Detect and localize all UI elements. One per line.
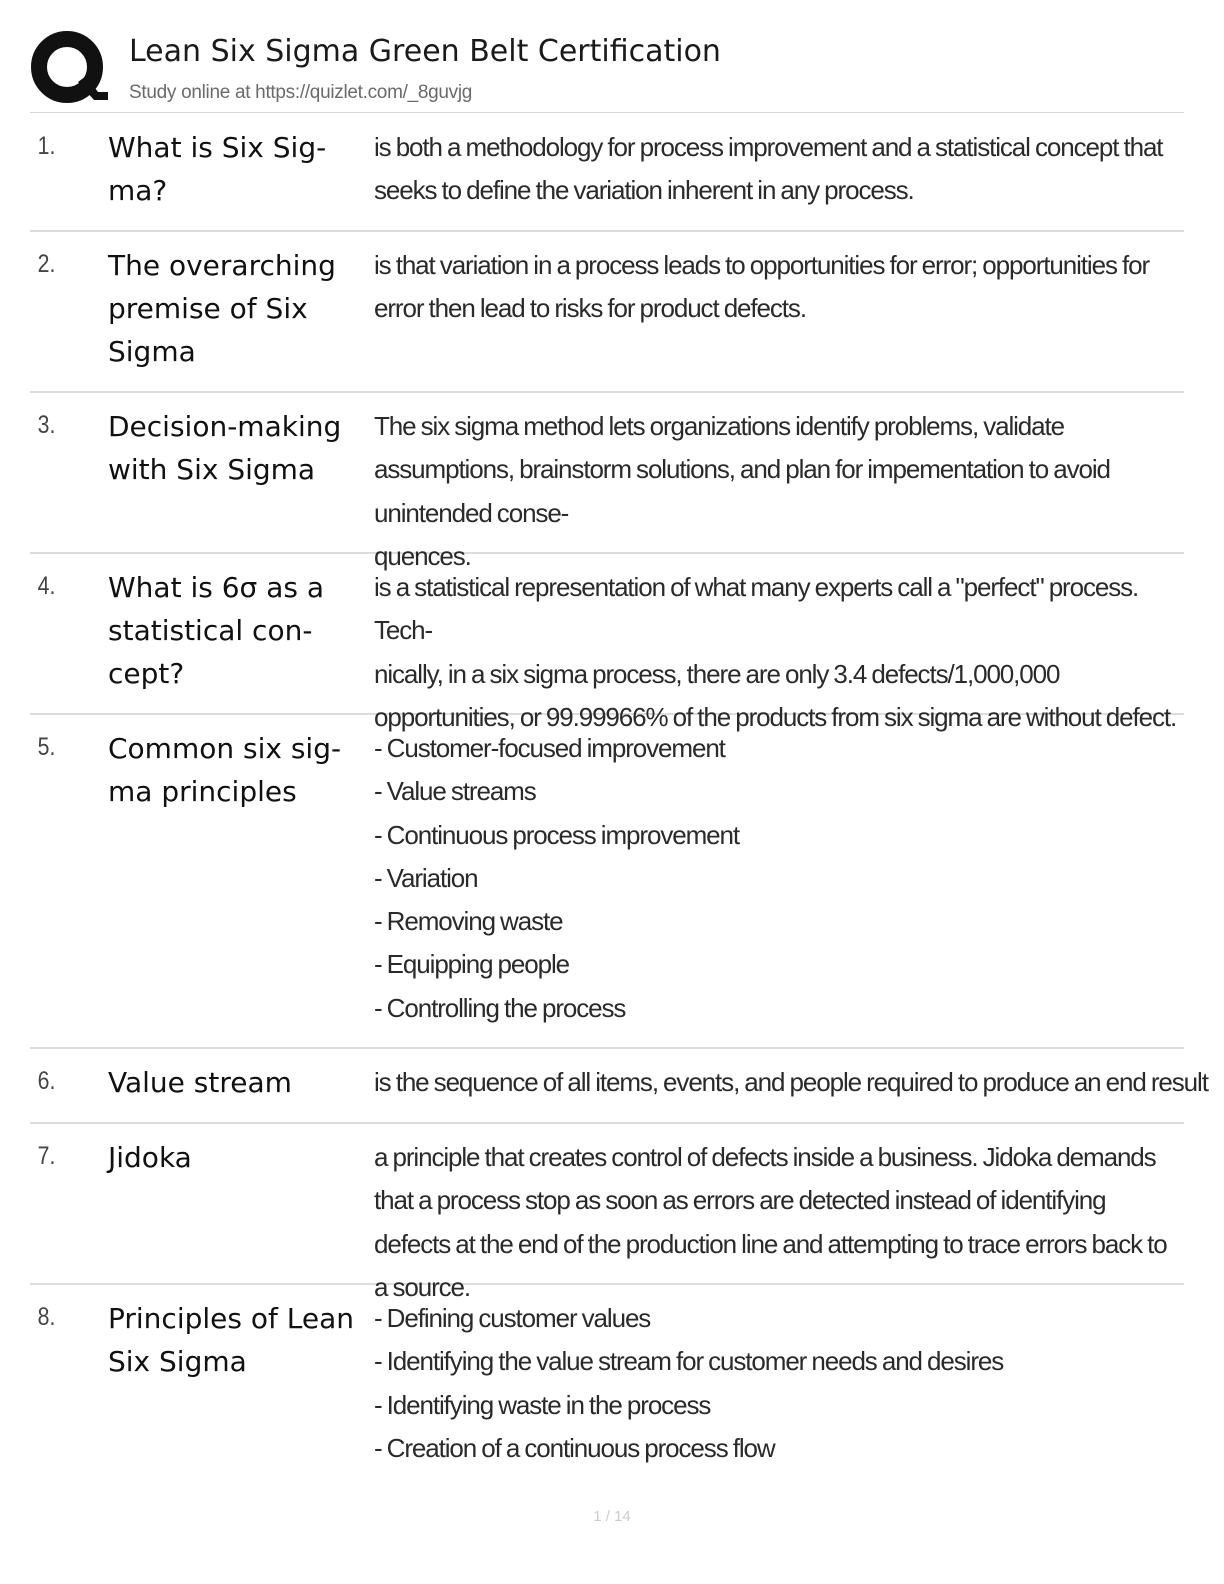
card-definition: a principle that creates control of defects inside a business. Jidoka demands that a process stop as soon as errors are detected instead of identifying defects at the end of the production line and attempting to trace errors back to a source. bbox=[374, 1142, 1167, 1302]
card-term: What is 6σ as a statistical con- cept? bbox=[108, 571, 325, 690]
flashcard-row bbox=[30, 232, 1184, 393]
card-term: Decision-making with Six Sigma bbox=[108, 410, 342, 486]
card-term: Principles of Lean Six Sigma bbox=[108, 1302, 354, 1378]
card-number: 3. bbox=[37, 411, 56, 439]
card-term: The overarching premise of Six Sigma bbox=[108, 249, 336, 368]
card-definition: - Customer-focused improvement - Value streams - Continuous process improvement - Variation - Removing waste - Equipping people - Controlling the process bbox=[374, 733, 739, 1023]
flashcard-row bbox=[30, 1124, 1184, 1302]
card-term: Value stream bbox=[108, 1066, 292, 1099]
flashcard-row bbox=[30, 114, 1184, 232]
card-number: 4. bbox=[37, 572, 56, 600]
flashcard-row bbox=[30, 1049, 1208, 1124]
flashcard-row bbox=[30, 1285, 1184, 1475]
card-term: Jidoka bbox=[108, 1141, 192, 1174]
study-link[interactable]: Study online at https://quizlet.com/_8guvjg bbox=[129, 82, 473, 103]
card-number: 1. bbox=[37, 132, 56, 160]
card-definition: - Defining customer values - Identifying the value stream for customer needs and desires - Identifying waste in the process - Creation of a continuous process flow bbox=[374, 1303, 1004, 1463]
card-definition: is a statistical representation of what many experts call a "perfect" process. Tech- nically, in a six sigma process, there are only 3.4 defects/1,000,000 opportunities, or 99.99966% of the products from six sigma are without defect. bbox=[374, 572, 1177, 732]
card-definition: is both a methodology for process improvement and a statistical concept that seeks to define the variation inherent in any process. bbox=[374, 132, 1163, 206]
header-divider bbox=[30, 112, 1184, 113]
card-definition: is the sequence of all items, events, and people required to produce an end result bbox=[374, 1067, 1208, 1097]
card-number: 8. bbox=[37, 1303, 56, 1331]
flashcard-row bbox=[30, 715, 1184, 1049]
card-term: What is Six Sig- ma? bbox=[108, 131, 327, 207]
page-header bbox=[30, 26, 1184, 114]
card-definition: is that variation in a process leads to opportunities for error; opportunities for error then lead to risks for product defects. bbox=[374, 250, 1150, 324]
page-number: 1 / 14 bbox=[593, 1508, 631, 1525]
card-number: 2. bbox=[37, 250, 56, 278]
card-number: 7. bbox=[37, 1142, 56, 1170]
page-title: Lean Six Sigma Green Belt Certification bbox=[129, 34, 721, 69]
card-definition: The six sigma method lets organizations identify problems, validate assumptions, brainstorm solutions, and plan for impementation to avoid unintended conse- quences. bbox=[374, 411, 1110, 571]
quizlet-logo-icon bbox=[30, 30, 108, 108]
flashcard-row bbox=[30, 393, 1184, 571]
card-term: Common six sig- ma principles bbox=[108, 732, 342, 808]
flashcard-row bbox=[30, 554, 1184, 732]
card-number: 6. bbox=[37, 1067, 56, 1095]
flashcard-list bbox=[30, 114, 1208, 1475]
card-number: 5. bbox=[37, 733, 56, 761]
